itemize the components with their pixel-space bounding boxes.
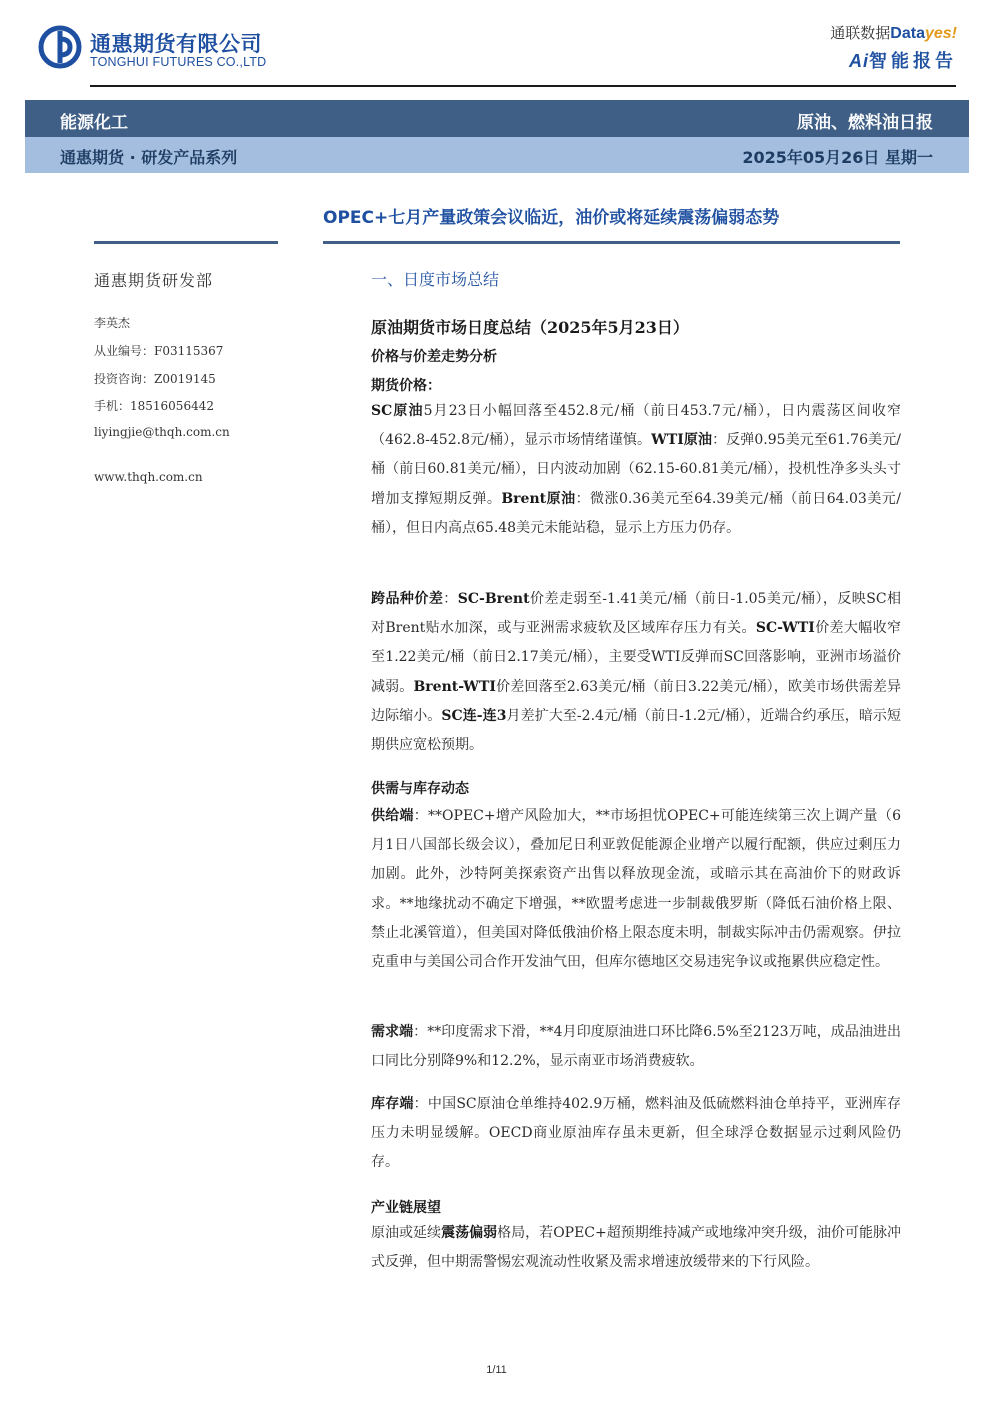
brand-ai: Ai bbox=[849, 51, 869, 71]
datayes-brand bbox=[830, 22, 957, 43]
series-band bbox=[25, 137, 969, 173]
text-brent-wti: 价差回落至2.63美元/桶（前日3.22美元/桶），欧美市场供需差异边际缩小。 bbox=[371, 678, 902, 724]
brand-data: Data bbox=[890, 25, 925, 42]
text-colon: ： bbox=[443, 591, 458, 607]
phone-number: 手机：18516056442 bbox=[94, 399, 214, 413]
text-wti-crude: ：反弹0.95美元至61.76美元/桶（前日60.81美元/桶），日内波动加剧（62.15-60.81美元/桶），投机性净多头头寸增加支撑短期反弹。 bbox=[371, 432, 901, 507]
report-name: 原油、燃料油日报 bbox=[797, 113, 933, 133]
report-headline: OPEC+七月产量政策会议临近，油价或将延续震荡偏弱态势 bbox=[323, 208, 780, 228]
text-outlook-start: 原油或延续 bbox=[371, 1225, 442, 1241]
paragraph-outlook bbox=[371, 1219, 901, 1277]
email-link[interactable]: liyingjie@thqh.com.cn bbox=[94, 425, 230, 439]
summary-title: 原油期货市场日度总结（2025年5月23日） bbox=[371, 318, 689, 337]
term-range-weak: 震荡偏弱 bbox=[441, 1225, 498, 1241]
term-supply: 供给端 bbox=[371, 808, 414, 824]
company-name-en: TONGHUI FUTURES CO.,LTD bbox=[90, 55, 267, 69]
analyst-name: 李英杰 bbox=[94, 316, 131, 330]
paragraph-futures-prices bbox=[371, 397, 901, 543]
page-number: 1/11 bbox=[486, 1364, 507, 1376]
term-sc-brent: SC-Brent bbox=[457, 591, 530, 607]
brand-report: 智能报告 bbox=[869, 51, 957, 72]
company-logo-icon bbox=[38, 25, 82, 69]
subheading-supply-demand: 供需与库存动态 bbox=[371, 781, 469, 797]
company-name-cn: 通惠期货有限公司 bbox=[90, 32, 262, 56]
paragraph-spreads bbox=[371, 585, 901, 760]
headline-divider bbox=[323, 241, 900, 244]
subheading-futures: 期货价格： bbox=[371, 378, 441, 394]
report-series: 通惠期货 · 研发产品系列 bbox=[60, 148, 238, 167]
paragraph-demand bbox=[371, 1018, 901, 1076]
sidebar-divider bbox=[94, 241, 278, 244]
report-date: 2025年05月26日 星期一 bbox=[742, 148, 933, 167]
text-inventory: ：中国SC原油仓单维持402.9万桶，燃料油及低硫燃料油仓单持平，亚洲库存压力未明显缓解。OECD商业原油库存虽未更新，但全球浮仓数据显示过剩风险仍存。 bbox=[371, 1096, 901, 1171]
text-sc-calendar: 月差扩大至-2.4元/桶（前日-1.2元/桶），近端合约承压，暗示短期供应宽松预期。 bbox=[371, 707, 901, 754]
header-divider bbox=[90, 85, 956, 87]
term-inventory: 库存端 bbox=[371, 1096, 414, 1112]
report-category: 能源化工 bbox=[60, 113, 128, 133]
text-demand: ：**印度需求下滑，**4月印度原油进口环比降6.5%至2123万吨，成品油进出口同比分别降9%和12.2%，显示南亚市场消费疲软。 bbox=[371, 1024, 901, 1070]
term-sc-wti: SC-WTI bbox=[755, 620, 815, 637]
term-brent-wti: Brent-WTI bbox=[413, 678, 496, 695]
text-outlook-rest: 格局，若OPEC+超预期维持减产或地缘冲突升级，油价可能脉冲式反弹，但中期需警惕宏观流动性收紧及需求增速放缓带来的下行风险。 bbox=[371, 1225, 902, 1271]
term-sc-calendar: SC连-连3 bbox=[441, 707, 507, 724]
text-sc-wti: 价差大幅收窄至1.22美元/桶（前日2.17美元/桶），主要受WTI反弹而SC回落影响，亚洲市场溢价减弱。 bbox=[371, 620, 901, 695]
category-band bbox=[25, 100, 969, 137]
term-demand: 需求端 bbox=[371, 1024, 414, 1040]
text-supply: ：**OPEC+增产风险加大，**市场担忧OPEC+可能连续第三次上调产量（6月1日八国部长级会议），叠加尼日利亚敦促能源企业增产以履行配额，供应过剩压力加剧。此外，沙特阿美探索资产出售以释放现金流，或暗示其在高油价下的财政诉求。**地缘扰动不确定下增强，**欧盟考虑进一步制裁俄罗斯（降低石油价格上限、禁止北溪管道），但美国对降低俄油价格上限态度未明，制裁实际冲击仍需观察。伊拉克重申与美国公司合作开发油气田，但库尔德地区交易违宪争议或拖累供应稳定性。 bbox=[371, 808, 901, 971]
paragraph-supply bbox=[371, 802, 901, 977]
section-title: 一、日度市场总结 bbox=[371, 270, 500, 289]
term-sc-crude: SC原油 bbox=[371, 403, 424, 419]
brand-yes: yes! bbox=[924, 25, 957, 42]
advisory-number: 投资咨询：Z0019145 bbox=[94, 372, 216, 386]
text-sc-crude: 5月23日小幅回落至452.8元/桶（前日453.7元/桶），日内震荡区间收窄（462.8-452.8元/桶），显示市场情绪谨慎。 bbox=[371, 403, 901, 449]
department-name: 通惠期货研发部 bbox=[94, 271, 214, 290]
brand-prefix: 通联数据 bbox=[830, 24, 891, 42]
term-wti-crude: WTI原油 bbox=[651, 432, 713, 449]
subheading-outlook: 产业链展望 bbox=[371, 1200, 441, 1216]
text-brent-crude: ：微涨0.36美元至64.39美元/桶（前日64.03美元/桶），但日内高点65.48美元未能站稳，显示上方压力仍存。 bbox=[371, 490, 902, 536]
text-sc-brent: 价差走弱至-1.41美元/桶（前日-1.05美元/桶），反映SC相对Brent贴水加深，或与亚洲需求疲软及区域库存压力有关。 bbox=[371, 591, 902, 637]
website-link[interactable]: www.thqh.com.cn bbox=[94, 470, 203, 484]
license-number: 从业编号：F03115367 bbox=[94, 344, 224, 358]
subheading-price: 价格与价差走势分析 bbox=[371, 349, 497, 365]
term-brent-crude: Brent原油 bbox=[501, 490, 576, 507]
paragraph-inventory bbox=[371, 1090, 901, 1178]
ai-report-brand bbox=[849, 47, 957, 73]
term-spread: 跨品种价差 bbox=[371, 591, 444, 607]
